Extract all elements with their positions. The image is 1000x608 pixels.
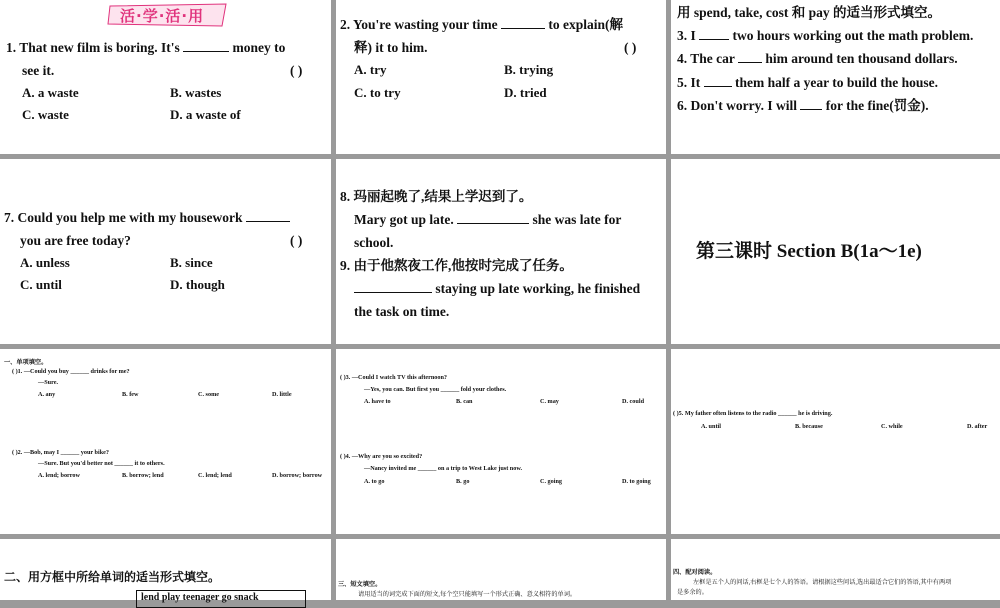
question-3-option-d: D. could <box>622 398 645 405</box>
question-4-option-b: B. go <box>456 478 470 485</box>
panel-exercise-1 <box>0 349 331 534</box>
question-3-reply: —Yes, you can. But first you ______ fold your clothes. <box>364 386 507 393</box>
exercise-4-instructions-2: 是多余的。 <box>677 589 708 596</box>
option-d: D. though <box>170 277 225 292</box>
question-5-stem: ( )5. My father often listens to the radio ______ he is driving. <box>673 410 833 417</box>
option-a: A. a waste <box>22 85 79 100</box>
question-6: 6. Don't worry. I will for the fine(罚金). <box>677 98 929 113</box>
panel-exercise-3 <box>336 539 666 600</box>
question-3-option-b: B. can <box>456 398 473 405</box>
question-1-stem: ( )1. —Could you buy ______ drinks for me? <box>12 368 130 375</box>
panel-questions-3-6 <box>671 0 1000 154</box>
question-3-stem: ( )3. —Could I watch TV this afternoon? <box>340 374 448 381</box>
question-1-option-c: C. some <box>198 391 219 398</box>
panel-questions-8-9 <box>336 159 666 344</box>
panel-question-2 <box>336 0 666 154</box>
question-8-english-line2: school. <box>354 235 394 250</box>
answer-paren: ( ) <box>290 63 303 78</box>
question-8-chinese: 8. 玛丽起晚了,结果上学迟到了。 <box>340 189 533 204</box>
question-9-english-line2: the task on time. <box>354 304 450 319</box>
question-4-option-d: D. to going <box>622 478 651 485</box>
section-title: 第三课时 Section B(1a～1e) <box>696 241 922 262</box>
question-9-english-line1: staying up late working, he finished <box>354 277 640 300</box>
exercise-3-heading: 三、短文填空。 <box>338 581 382 588</box>
option-a: A. try <box>354 62 387 77</box>
banner-text: 活·学·活·用 <box>120 7 205 25</box>
question-1-reply: —Sure. <box>38 379 58 386</box>
exercise-2-heading: 二、用方框中所给单词的适当形式填空。 <box>4 570 221 584</box>
question-1-line2: see it. <box>22 63 55 78</box>
exercise-heading: 一、单项填空。 <box>4 359 48 366</box>
panel-exercise-1-cont <box>336 349 666 534</box>
question-5-option-d: D. after <box>967 423 988 430</box>
question-2-option-d: D. borrow; borrow <box>272 472 323 479</box>
question-5: 5. It them half a year to build the house. <box>677 75 939 90</box>
question-8-english-line1: Mary got up late. she was late for <box>354 212 622 227</box>
question-5-option-c: C. while <box>881 423 903 430</box>
question-1-option-d: D. little <box>272 391 292 398</box>
question-1-option-b: B. few <box>122 391 139 398</box>
question-3: 3. I two hours working out the math problem. <box>677 28 974 43</box>
question-5-option-a: A. until <box>701 423 721 430</box>
option-b: B. since <box>170 255 213 270</box>
exercise-4-heading: 四、配对阅读。 <box>673 569 717 576</box>
panel-section-title <box>671 159 1000 344</box>
question-1-option-a: A. any <box>38 391 56 398</box>
option-c: C. to try <box>354 85 401 100</box>
question-7-line1: 7. Could you help me with my housework <box>4 206 290 229</box>
panel-exercise-4 <box>671 539 1000 600</box>
exercise-3-instructions: 请用适当的词完成下面的短文,每个空只能填写一个形式正确、意义相符的单词。 <box>358 591 577 598</box>
question-5-option-b: B. because <box>795 423 823 430</box>
exercise-4-instructions-1: 左框是五个人的问话,右框是七个人的答语。请根据这些问话,选出最适合它们的答语,其中有两项 <box>693 579 952 586</box>
question-2-stem: ( )2. —Bob, may I ______ your bike? <box>12 449 110 456</box>
question-2-line2: 释) it to him. <box>354 40 428 55</box>
word-box-words: lend play teenager go snack <box>141 592 259 603</box>
banner-live-learn <box>106 2 230 28</box>
option-b: B. trying <box>504 62 554 77</box>
question-4: 4. The car him around ten thousand dollars. <box>677 51 958 66</box>
question-2-line1: 2. You're wasting your time to explain(解 <box>340 17 624 32</box>
option-b: B. wastes <box>170 85 222 100</box>
option-c: C. waste <box>22 107 69 122</box>
option-c: C. until <box>20 277 62 292</box>
question-2-option-b: B. borrow; lend <box>122 472 164 479</box>
question-4-stem: ( )4. —Why are you so excited? <box>340 453 423 460</box>
answer-paren: ( ) <box>624 40 637 55</box>
question-3-option-a: A. have to <box>364 398 391 405</box>
question-2-reply: —Sure. But you'd better not ______ it to others. <box>38 460 165 467</box>
question-9-chinese: 9. 由于他熬夜工作,他按时完成了任务。 <box>340 258 573 273</box>
question-2-option-c: C. lend; lend <box>198 472 232 479</box>
question-3-option-c: C. may <box>540 398 559 405</box>
question-4-reply: —Nancy invited me ______ on a trip to West Lake just now. <box>364 465 523 472</box>
option-a: A. unless <box>20 255 70 270</box>
option-d: D. a waste of <box>170 107 241 122</box>
option-d: D. tried <box>504 85 547 100</box>
word-box <box>136 590 306 608</box>
question-2-option-a: A. lend; borrow <box>38 472 80 479</box>
question-4-option-c: C. going <box>540 478 563 485</box>
answer-paren: ( ) <box>290 233 303 248</box>
panel-exercise-1-q5 <box>671 349 1000 534</box>
question-7-line2: you are free today? <box>20 233 131 248</box>
panel-question-1 <box>0 0 331 154</box>
fill-in-instructions: 用 spend, take, cost 和 pay 的适当形式填空。 <box>677 5 942 20</box>
question-1-line1: 1. That new film is boring. It's money to <box>6 40 286 55</box>
panel-question-7 <box>0 159 331 344</box>
question-4-option-a: A. to go <box>364 478 385 485</box>
